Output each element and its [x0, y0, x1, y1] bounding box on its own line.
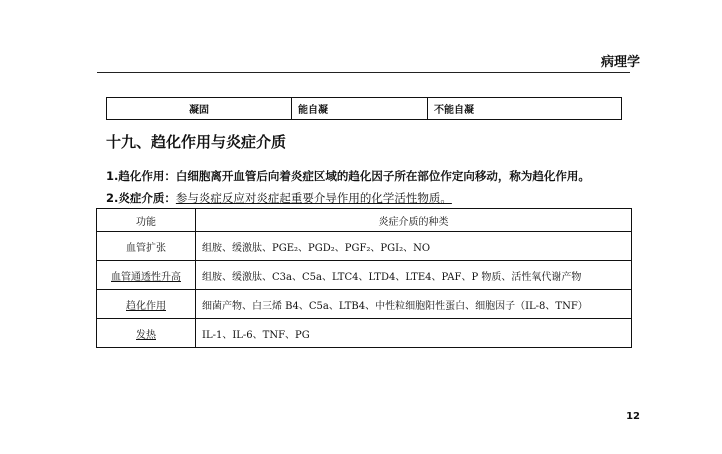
mediator-text: 参与炎症反应对炎症起重要介导作用的化学活性物质。 [175, 191, 452, 205]
function-cell: 血管扩张 [97, 232, 196, 261]
chemotaxis-definition: 1.趋化作用：白细胞离开血管后向着炎症区域的趋化因子所在部位作定向移动，称为趋化作用。 [106, 169, 590, 183]
mediators-cell: 细菌产物、白三烯 B4、C5a、LTB4、中性粒细胞阳性蛋白、细胞因子（IL-8、TNF） [196, 290, 632, 319]
section-heading: 十九、趋化作用与炎症介质 [106, 133, 287, 151]
self-coagulates-cell: 能自凝 [292, 98, 428, 119]
table-header-row [97, 209, 632, 232]
function-text: 发热 [136, 329, 156, 341]
function-cell [97, 319, 196, 348]
mediators-cell: IL-1、IL-6、TNF、PG [196, 319, 632, 348]
inflammatory-mediator-definition [106, 190, 452, 206]
coagulation-table-row [106, 97, 622, 120]
function-cell [97, 290, 196, 319]
function-text: 趋化作用 [126, 300, 166, 312]
table-row [97, 232, 632, 261]
inflammatory-mediator-table [96, 208, 632, 348]
mediators-cell: 组胺、缓激肽、PGE₂、PGD₂、PGF₂、PGI₂、NO [196, 232, 632, 261]
page-number: 12 [626, 411, 640, 422]
function-cell [97, 261, 196, 290]
function-text: 血管通透性升高 [111, 271, 181, 283]
mediator-label: 2.炎症介质： [106, 191, 176, 205]
header-mediators: 炎症介质的种类 [196, 209, 632, 232]
table-row [97, 290, 632, 319]
mediators-cell: 组胺、缓激肽、C3a、C5a、LTC4、LTD4、LTE4、PAF、P 物质、活性氧代谢产物 [196, 261, 632, 290]
table-row [97, 261, 632, 290]
header-divider [97, 72, 630, 73]
non-coagulating-cell: 不能自凝 [434, 105, 474, 116]
page-header-title: 病理学 [600, 55, 640, 70]
coagulation-label-cell: 凝固 [107, 98, 292, 119]
table-row [97, 319, 632, 348]
header-function: 功能 [97, 209, 196, 232]
